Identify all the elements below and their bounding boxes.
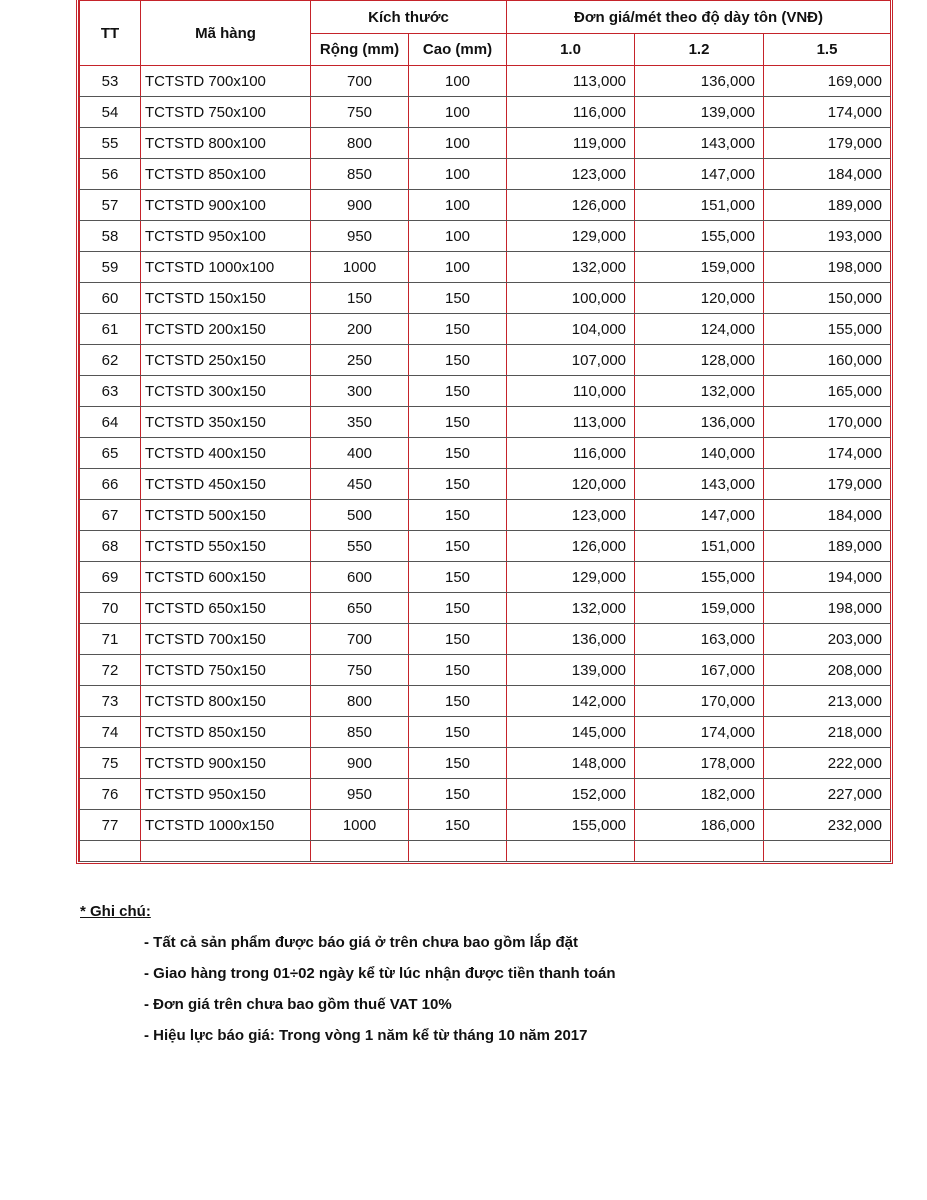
cell-price-1: 145,000 [507, 717, 635, 748]
cell-price-1: 123,000 [507, 500, 635, 531]
cell-price-2: 136,000 [635, 407, 764, 438]
cell-price-3: 150,000 [764, 283, 891, 314]
header-code: Mã hàng [141, 1, 311, 66]
cell-height: 150 [409, 686, 507, 717]
cell-price-2: 147,000 [635, 500, 764, 531]
cell-tt: 60 [80, 283, 141, 314]
cell-width: 400 [311, 438, 409, 469]
cell-tt: 68 [80, 531, 141, 562]
cell-height: 100 [409, 128, 507, 159]
header-tt: TT [80, 1, 141, 66]
cell-tt: 67 [80, 500, 141, 531]
cell-code: TCTSTD 600x150 [141, 562, 311, 593]
table-row [80, 190, 891, 221]
table-row [80, 469, 891, 500]
table-row [80, 500, 891, 531]
table-row [80, 376, 891, 407]
cell-price-1: 155,000 [507, 810, 635, 841]
table-row [80, 779, 891, 810]
cell-price-1: 107,000 [507, 345, 635, 376]
cell-price-2: 143,000 [635, 128, 764, 159]
cell-price-3: 227,000 [764, 779, 891, 810]
empty-cell [507, 841, 635, 862]
cell-price-1: 136,000 [507, 624, 635, 655]
cell-tt: 58 [80, 221, 141, 252]
cell-price-3: 194,000 [764, 562, 891, 593]
cell-height: 100 [409, 97, 507, 128]
cell-price-3: 189,000 [764, 531, 891, 562]
empty-row [80, 841, 891, 862]
cell-price-1: 152,000 [507, 779, 635, 810]
cell-width: 250 [311, 345, 409, 376]
cell-width: 150 [311, 283, 409, 314]
header-size-group: Kích thước [311, 1, 507, 34]
cell-width: 750 [311, 97, 409, 128]
cell-price-2: 132,000 [635, 376, 764, 407]
cell-price-2: 167,000 [635, 655, 764, 686]
cell-price-3: 179,000 [764, 469, 891, 500]
cell-price-2: 140,000 [635, 438, 764, 469]
cell-height: 100 [409, 221, 507, 252]
cell-width: 950 [311, 221, 409, 252]
cell-height: 150 [409, 655, 507, 686]
empty-cell [80, 841, 141, 862]
cell-code: TCTSTD 250x150 [141, 345, 311, 376]
cell-code: TCTSTD 400x150 [141, 438, 311, 469]
cell-price-1: 132,000 [507, 593, 635, 624]
cell-code: TCTSTD 450x150 [141, 469, 311, 500]
cell-code: TCTSTD 950x150 [141, 779, 311, 810]
cell-price-3: 213,000 [764, 686, 891, 717]
cell-price-2: 186,000 [635, 810, 764, 841]
price-table [79, 0, 891, 862]
cell-width: 500 [311, 500, 409, 531]
cell-tt: 61 [80, 314, 141, 345]
cell-tt: 71 [80, 624, 141, 655]
empty-cell [311, 841, 409, 862]
cell-price-3: 222,000 [764, 748, 891, 779]
cell-width: 300 [311, 376, 409, 407]
cell-height: 150 [409, 748, 507, 779]
cell-price-3: 208,000 [764, 655, 891, 686]
cell-code: TCTSTD 300x150 [141, 376, 311, 407]
cell-price-2: 182,000 [635, 779, 764, 810]
table-row [80, 810, 891, 841]
notes-section [80, 903, 880, 1058]
cell-price-2: 139,000 [635, 97, 764, 128]
header-price-group: Đơn giá/mét theo độ dày tôn (VNĐ) [507, 1, 891, 34]
table-row [80, 562, 891, 593]
cell-price-1: 132,000 [507, 252, 635, 283]
empty-cell [409, 841, 507, 862]
cell-tt: 63 [80, 376, 141, 407]
cell-price-1: 100,000 [507, 283, 635, 314]
table-row [80, 221, 891, 252]
cell-price-3: 189,000 [764, 190, 891, 221]
table-row [80, 252, 891, 283]
table-row [80, 438, 891, 469]
cell-code: TCTSTD 550x150 [141, 531, 311, 562]
cell-tt: 75 [80, 748, 141, 779]
cell-code: TCTSTD 750x150 [141, 655, 311, 686]
table-row [80, 717, 891, 748]
header-width: Rộng (mm) [311, 34, 409, 66]
cell-width: 900 [311, 748, 409, 779]
cell-code: TCTSTD 650x150 [141, 593, 311, 624]
cell-code: TCTSTD 350x150 [141, 407, 311, 438]
cell-price-2: 170,000 [635, 686, 764, 717]
cell-price-1: 123,000 [507, 159, 635, 190]
cell-price-2: 174,000 [635, 717, 764, 748]
cell-tt: 65 [80, 438, 141, 469]
cell-tt: 76 [80, 779, 141, 810]
cell-width: 1000 [311, 810, 409, 841]
cell-price-2: 124,000 [635, 314, 764, 345]
cell-price-2: 155,000 [635, 562, 764, 593]
cell-code: TCTSTD 900x150 [141, 748, 311, 779]
cell-price-1: 148,000 [507, 748, 635, 779]
cell-price-1: 120,000 [507, 469, 635, 500]
cell-price-2: 143,000 [635, 469, 764, 500]
cell-height: 150 [409, 810, 507, 841]
note-item: - Hiệu lực báo giá: Trong vòng 1 năm kể từ tháng 10 năm 2017 [144, 1027, 588, 1044]
cell-tt: 64 [80, 407, 141, 438]
cell-code: TCTSTD 700x100 [141, 66, 311, 97]
cell-code: TCTSTD 900x100 [141, 190, 311, 221]
cell-price-2: 128,000 [635, 345, 764, 376]
table-row [80, 686, 891, 717]
cell-width: 800 [311, 686, 409, 717]
cell-height: 100 [409, 190, 507, 221]
cell-tt: 69 [80, 562, 141, 593]
cell-price-3: 170,000 [764, 407, 891, 438]
cell-code: TCTSTD 1000x100 [141, 252, 311, 283]
cell-code: TCTSTD 750x100 [141, 97, 311, 128]
cell-height: 150 [409, 531, 507, 562]
cell-tt: 55 [80, 128, 141, 159]
table-row [80, 159, 891, 190]
cell-code: TCTSTD 800x150 [141, 686, 311, 717]
cell-price-1: 126,000 [507, 190, 635, 221]
cell-price-2: 151,000 [635, 190, 764, 221]
cell-tt: 72 [80, 655, 141, 686]
table-row [80, 345, 891, 376]
cell-price-2: 151,000 [635, 531, 764, 562]
note-item: - Giao hàng trong 01÷02 ngày kể từ lúc nhận được tiền thanh toán [144, 965, 616, 982]
cell-price-2: 163,000 [635, 624, 764, 655]
cell-width: 900 [311, 190, 409, 221]
cell-width: 550 [311, 531, 409, 562]
cell-tt: 54 [80, 97, 141, 128]
header-thickness-2: 1.2 [635, 34, 764, 66]
cell-code: TCTSTD 850x150 [141, 717, 311, 748]
table-row [80, 531, 891, 562]
note-item: - Tất cả sản phẩm được báo giá ở trên chưa bao gồm lắp đặt [144, 934, 578, 951]
table-row [80, 624, 891, 655]
cell-width: 1000 [311, 252, 409, 283]
header-thickness-3: 1.5 [764, 34, 891, 66]
cell-width: 850 [311, 159, 409, 190]
cell-width: 700 [311, 66, 409, 97]
cell-price-3: 179,000 [764, 128, 891, 159]
cell-price-3: 174,000 [764, 97, 891, 128]
cell-height: 150 [409, 283, 507, 314]
cell-price-1: 113,000 [507, 66, 635, 97]
cell-height: 150 [409, 624, 507, 655]
cell-price-3: 218,000 [764, 717, 891, 748]
cell-price-2: 155,000 [635, 221, 764, 252]
table-header [80, 1, 891, 66]
cell-price-3: 165,000 [764, 376, 891, 407]
table-row [80, 283, 891, 314]
cell-price-1: 129,000 [507, 221, 635, 252]
header-thickness-1: 1.0 [507, 34, 635, 66]
cell-height: 150 [409, 407, 507, 438]
cell-height: 150 [409, 469, 507, 500]
cell-price-1: 129,000 [507, 562, 635, 593]
table-row [80, 407, 891, 438]
cell-width: 350 [311, 407, 409, 438]
cell-width: 700 [311, 624, 409, 655]
cell-price-3: 198,000 [764, 593, 891, 624]
cell-price-2: 178,000 [635, 748, 764, 779]
cell-width: 600 [311, 562, 409, 593]
cell-width: 950 [311, 779, 409, 810]
cell-price-1: 110,000 [507, 376, 635, 407]
cell-width: 850 [311, 717, 409, 748]
cell-tt: 77 [80, 810, 141, 841]
cell-price-2: 120,000 [635, 283, 764, 314]
cell-price-2: 159,000 [635, 593, 764, 624]
empty-cell [141, 841, 311, 862]
table-row [80, 748, 891, 779]
cell-price-1: 119,000 [507, 128, 635, 159]
cell-price-1: 104,000 [507, 314, 635, 345]
cell-tt: 74 [80, 717, 141, 748]
cell-price-3: 155,000 [764, 314, 891, 345]
cell-price-3: 184,000 [764, 500, 891, 531]
cell-height: 150 [409, 779, 507, 810]
cell-height: 150 [409, 562, 507, 593]
cell-code: TCTSTD 950x100 [141, 221, 311, 252]
cell-height: 150 [409, 717, 507, 748]
empty-cell [764, 841, 891, 862]
table-row [80, 66, 891, 97]
cell-price-3: 193,000 [764, 221, 891, 252]
cell-price-1: 126,000 [507, 531, 635, 562]
cell-height: 100 [409, 66, 507, 97]
cell-price-1: 142,000 [507, 686, 635, 717]
table-row [80, 97, 891, 128]
table-row [80, 593, 891, 624]
cell-width: 800 [311, 128, 409, 159]
table-row [80, 655, 891, 686]
cell-tt: 56 [80, 159, 141, 190]
cell-price-1: 139,000 [507, 655, 635, 686]
cell-code: TCTSTD 800x100 [141, 128, 311, 159]
cell-height: 150 [409, 376, 507, 407]
cell-price-2: 147,000 [635, 159, 764, 190]
cell-price-3: 198,000 [764, 252, 891, 283]
cell-code: TCTSTD 1000x150 [141, 810, 311, 841]
cell-tt: 57 [80, 190, 141, 221]
empty-cell [635, 841, 764, 862]
header-height: Cao (mm) [409, 34, 507, 66]
cell-code: TCTSTD 850x100 [141, 159, 311, 190]
cell-price-2: 136,000 [635, 66, 764, 97]
cell-price-3: 160,000 [764, 345, 891, 376]
cell-height: 100 [409, 252, 507, 283]
cell-tt: 62 [80, 345, 141, 376]
table-row [80, 314, 891, 345]
cell-price-3: 174,000 [764, 438, 891, 469]
cell-height: 150 [409, 345, 507, 376]
cell-tt: 66 [80, 469, 141, 500]
cell-height: 100 [409, 159, 507, 190]
cell-price-1: 116,000 [507, 97, 635, 128]
cell-price-3: 184,000 [764, 159, 891, 190]
cell-price-2: 159,000 [635, 252, 764, 283]
cell-price-1: 113,000 [507, 407, 635, 438]
cell-price-3: 203,000 [764, 624, 891, 655]
cell-height: 150 [409, 438, 507, 469]
cell-code: TCTSTD 200x150 [141, 314, 311, 345]
cell-width: 450 [311, 469, 409, 500]
cell-height: 150 [409, 593, 507, 624]
notes-title: * Ghi chú: [80, 903, 151, 920]
cell-code: TCTSTD 500x150 [141, 500, 311, 531]
note-item: - Đơn giá trên chưa bao gồm thuế VAT 10% [144, 996, 452, 1013]
table-body [80, 66, 891, 862]
cell-tt: 73 [80, 686, 141, 717]
cell-price-3: 232,000 [764, 810, 891, 841]
cell-height: 150 [409, 500, 507, 531]
cell-code: TCTSTD 150x150 [141, 283, 311, 314]
cell-width: 650 [311, 593, 409, 624]
cell-code: TCTSTD 700x150 [141, 624, 311, 655]
cell-price-3: 169,000 [764, 66, 891, 97]
cell-tt: 59 [80, 252, 141, 283]
cell-tt: 53 [80, 66, 141, 97]
table-row [80, 128, 891, 159]
cell-price-1: 116,000 [507, 438, 635, 469]
cell-width: 750 [311, 655, 409, 686]
cell-width: 200 [311, 314, 409, 345]
cell-tt: 70 [80, 593, 141, 624]
cell-height: 150 [409, 314, 507, 345]
